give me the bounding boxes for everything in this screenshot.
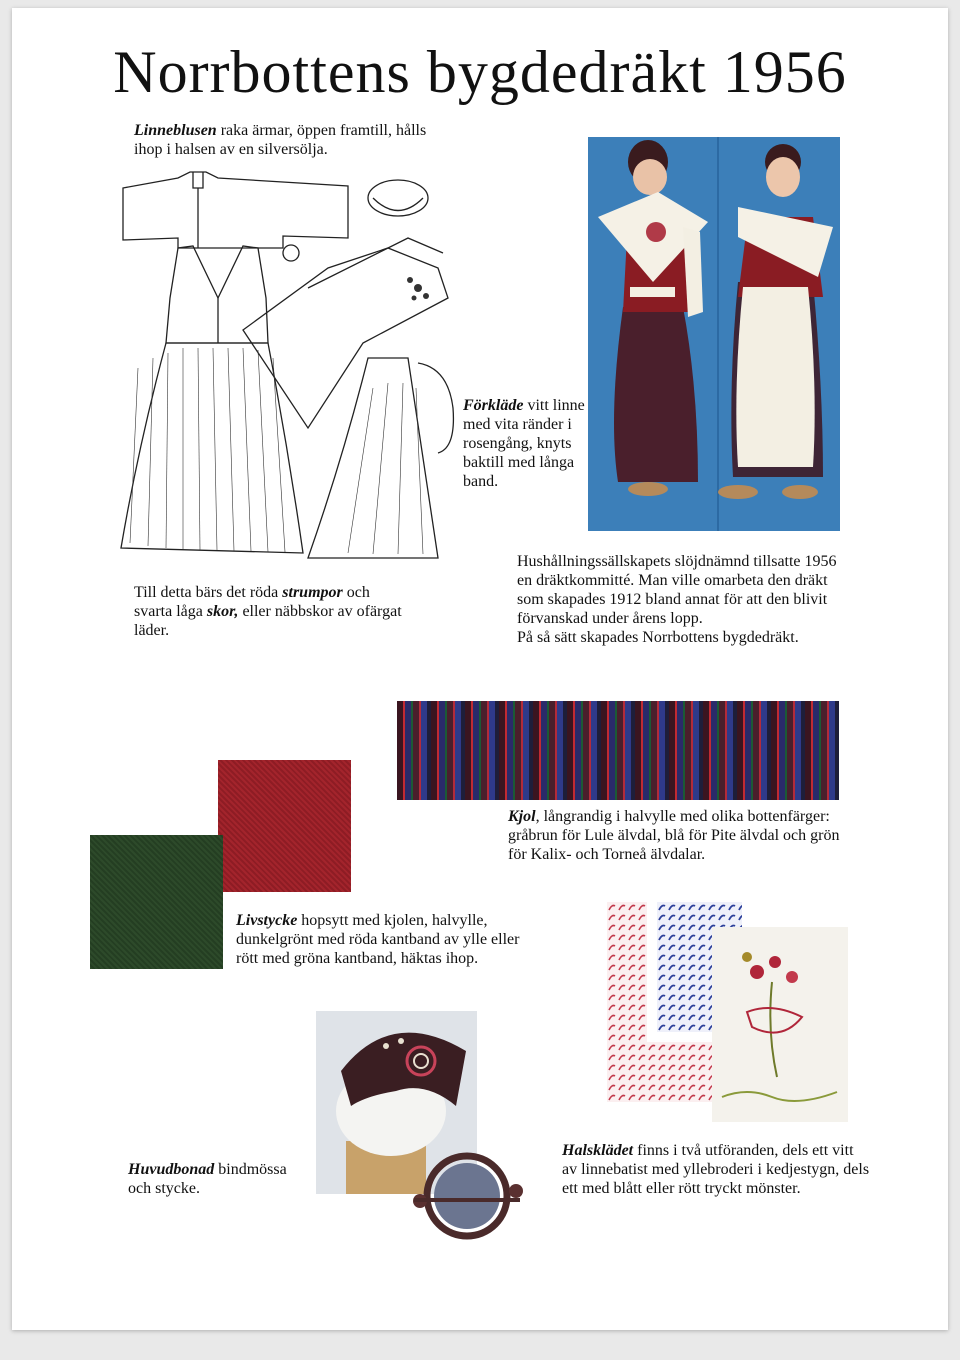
skirt-caption bbox=[508, 807, 848, 864]
costume-photo-svg bbox=[588, 137, 840, 531]
history-line-2: På så sätt skapades Norrbottens bygdedräkt. bbox=[517, 629, 799, 646]
headwear-caption bbox=[128, 1160, 308, 1198]
blouse-caption bbox=[134, 121, 444, 159]
bodice-term: Livstycke bbox=[236, 912, 298, 929]
skirt-term: Kjol bbox=[508, 808, 536, 825]
apron-term: Förkläde bbox=[463, 397, 524, 414]
scarf-fabrics-image bbox=[607, 902, 848, 1122]
skirt-text: , långrandig i halvylle med olika bottenfärger: gråbrun för Lule älvdal, blå för Pite älvdal och grön för Kalix- och Torneå älvdalar. bbox=[508, 808, 840, 863]
scarf-term: Halsklädet bbox=[562, 1142, 634, 1159]
green-fabric-swatch bbox=[90, 835, 223, 969]
bodice-caption bbox=[236, 911, 536, 968]
bodice-text: hopsytt med kjolen, halvylle, dunkelgrönt med röda kantband av ylle eller rött med gröna kantband, häktas ihop. bbox=[236, 912, 520, 967]
stockings-term: strumpor bbox=[282, 584, 343, 601]
apron-text: vitt linne med vita ränder i rosengång, knyts baktill med långa band. bbox=[463, 397, 585, 490]
headwear-term: Huvudbonad bbox=[128, 1161, 215, 1178]
apron-caption bbox=[463, 396, 588, 491]
line-drawing-svg bbox=[118, 168, 480, 568]
stockings-caption bbox=[134, 583, 404, 640]
costume-photo bbox=[588, 137, 840, 531]
headwear-text: bindmössa och stycke. bbox=[128, 1161, 287, 1197]
line-drawing-image bbox=[118, 168, 480, 568]
brooch-svg bbox=[404, 1146, 530, 1246]
history-paragraph bbox=[517, 552, 847, 647]
page-title: Norrbottens bygdedräkt 1956 bbox=[113, 39, 847, 105]
history-line-1: Hushållningssällskapets slöjdnämnd tillsatte 1956 en dräktkommitté. Man ville omarbeta den dräkt som skapades 1912 bland annat för att den blivit förvanskad under årens lopp. bbox=[517, 553, 837, 627]
brooch-image bbox=[404, 1146, 530, 1246]
shoes-term: skor, bbox=[206, 603, 239, 620]
blouse-text: raka ärmar, öppen framtill, hålls ihop i halsen av en silversölja. bbox=[134, 122, 427, 158]
red-fabric-swatch bbox=[218, 760, 351, 892]
scarf-fabrics-svg bbox=[607, 902, 848, 1122]
scarf-text: finns i två utföranden, dels ett vitt av linnebatist med yllebroderi i kedjestygn, dels ett med blått eller rött tryckt mönster. bbox=[562, 1142, 870, 1197]
stockings-post: eller näbbskor av ofärgat läder. bbox=[134, 603, 402, 639]
striped-fabric-image bbox=[397, 701, 839, 800]
blouse-term: Linneblusen bbox=[134, 122, 217, 139]
stockings-mid: och svarta låga bbox=[134, 584, 370, 620]
stockings-pre: Till detta bärs det röda bbox=[134, 584, 283, 601]
scarf-caption bbox=[562, 1141, 872, 1198]
